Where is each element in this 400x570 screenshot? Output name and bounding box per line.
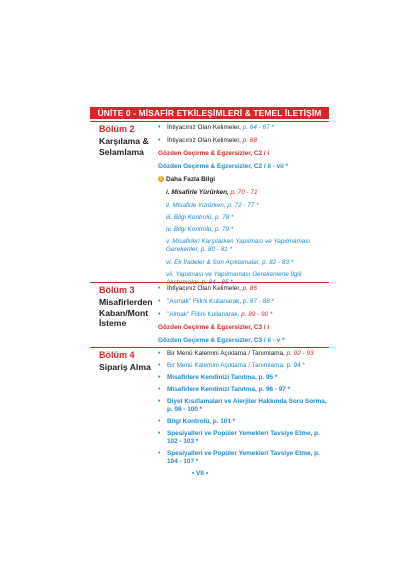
- list-item[interactable]: [158, 337, 332, 345]
- list-item[interactable]: [158, 238, 332, 254]
- section-divider: [90, 347, 329, 348]
- list-item[interactable]: [158, 430, 332, 446]
- item-page: p. 86: [242, 285, 257, 292]
- bullet: •: [158, 124, 161, 131]
- item-text: Daha Fazla Bilgi: [166, 176, 216, 183]
- bullet: •: [158, 450, 161, 457]
- section-2-heading: [99, 124, 161, 157]
- list-item[interactable]: [158, 350, 332, 358]
- item-text: iii. Bilgi Kontrolü, p. 78 *: [166, 214, 234, 221]
- bullet: •: [158, 137, 161, 144]
- list-item[interactable]: [158, 137, 332, 145]
- item-text: Bilgi Kontrolü, p. 101 *: [167, 418, 236, 425]
- bullet: •: [158, 418, 161, 425]
- list-item[interactable]: [158, 450, 332, 466]
- section-title: Sipariş Alma: [99, 362, 151, 372]
- bullet: •: [158, 285, 161, 292]
- list-item[interactable]: [158, 124, 332, 132]
- list-item[interactable]: [158, 311, 332, 319]
- item-text: ii. Misafirle Yürürken, p. 72 - 77 *: [166, 202, 259, 209]
- item-text: Misafirlere Kendinizi Tanıtma, p. 96 - 97 *: [167, 386, 291, 393]
- list-item[interactable]: [158, 398, 332, 414]
- page-number: • VII •: [191, 470, 209, 477]
- item-text: Misafirlere Kendinizi Tanıtma, p. 95 *: [167, 374, 278, 381]
- item-text: Spesiyalleri ve Popüler Yemekleri Tavsiye Etme, p. 102 - 103 *: [167, 430, 320, 445]
- item-page: p. 70 - 71: [230, 189, 258, 196]
- bullet: •: [158, 386, 161, 393]
- list-item[interactable]: [158, 285, 332, 293]
- item-page: p. 92 - 93: [286, 350, 314, 357]
- item-text: Gözden Geçirme & Egzersizler, C2 / ii - vii *: [158, 163, 288, 170]
- item-page: p. 68: [242, 137, 257, 144]
- list-item[interactable]: [158, 418, 332, 426]
- item-text: İhtiyacınız Olan Kelimeler,: [167, 124, 243, 131]
- bullet: •: [158, 298, 161, 305]
- bullet: •: [158, 311, 161, 318]
- list-item[interactable]: [158, 214, 332, 222]
- item-text: Gözden Geçirme & Egzersizler, C3 / i: [158, 324, 270, 331]
- bullet: •: [158, 374, 161, 381]
- section-title: Misafirlerden Kaban/Mont İsteme: [99, 297, 153, 328]
- item-text: v. Misafirleri Karşılarken Yapılması ve Yapılmaması Gerekenler, p. 80 - 81 *: [166, 238, 311, 253]
- list-item[interactable]: [158, 259, 332, 267]
- item-text: Gözden Geçirme & Egzersizler, C3 / ii - v *: [158, 337, 285, 344]
- section-title: Karşılama & Selamlama: [99, 136, 149, 157]
- section-number: Bölüm 2: [99, 124, 135, 134]
- item-text: Gözden Geçirme & Egzersizler, C2 / i: [158, 150, 270, 157]
- list-item[interactable]: [158, 374, 332, 382]
- item-text: "Asmak" Fiilini Kullanarak, p. 87 - 88 *: [167, 298, 275, 305]
- list-item[interactable]: [158, 324, 332, 332]
- list-item[interactable]: [158, 298, 332, 306]
- list-item[interactable]: [158, 386, 332, 394]
- list-item[interactable]: [158, 189, 332, 197]
- list-item[interactable]: [158, 202, 332, 210]
- item-text: "Almak" Fiilini Kullanarak,: [167, 311, 242, 318]
- item-text: vii. Yapılması ve Yapılmaması Gerekenlerle İlgili: [166, 271, 302, 278]
- item-text: Bir Menü Kalemini Açıklama / Tanımlama, p. 94 *: [167, 362, 306, 369]
- list-item[interactable]: [158, 226, 332, 234]
- item-page: p. 64 - 67 *: [242, 124, 274, 131]
- section-3-heading: [99, 285, 161, 329]
- unit-banner: ÜNİTE 0 - MİSAFİR ETKİLEŞİMLERİ & TEMEL İLETİŞİM: [90, 107, 329, 119]
- item-text: vi. Ek İfadeler & Son Açıklamalar, p. 82 - 83 *: [166, 259, 294, 266]
- item-text: Diyet Kısıtlamaları ve Alerjiler Hakkında Soru Sorma, p. 98 - 100 *: [167, 398, 327, 413]
- top-divider: [90, 121, 329, 122]
- item-text: iv. Bilgi Kontrolü, p. 79 *: [166, 226, 234, 233]
- item-text: İhtiyacınız Olan Kelimeler,: [167, 285, 243, 292]
- item-page: p. 89 - 90 *: [241, 311, 273, 318]
- bullet: •: [158, 430, 161, 437]
- section-number: Bölüm 4: [99, 350, 135, 360]
- bullet: •: [158, 398, 161, 405]
- section-divider: [90, 282, 329, 283]
- bullet: •: [158, 362, 161, 369]
- list-item[interactable]: [158, 176, 332, 184]
- list-item[interactable]: [158, 362, 332, 370]
- section-4-heading: [99, 350, 161, 373]
- item-text: Spesiyalleri ve Popüler Yemekleri Tavsiye Etme, p. 104 - 107 *: [167, 450, 320, 465]
- list-item[interactable]: [158, 163, 332, 171]
- info-icon: i: [158, 176, 164, 182]
- bullet: •: [158, 350, 161, 357]
- list-item[interactable]: [158, 150, 332, 158]
- item-text: i. Misafirle Yürürken,: [166, 189, 231, 196]
- item-text: İhtiyacınız Olan Kelimeler,: [167, 137, 243, 144]
- item-text: Bir Menü Kalemini Açıklama / Tanımlama,: [167, 350, 287, 357]
- section-number: Bölüm 3: [99, 285, 135, 295]
